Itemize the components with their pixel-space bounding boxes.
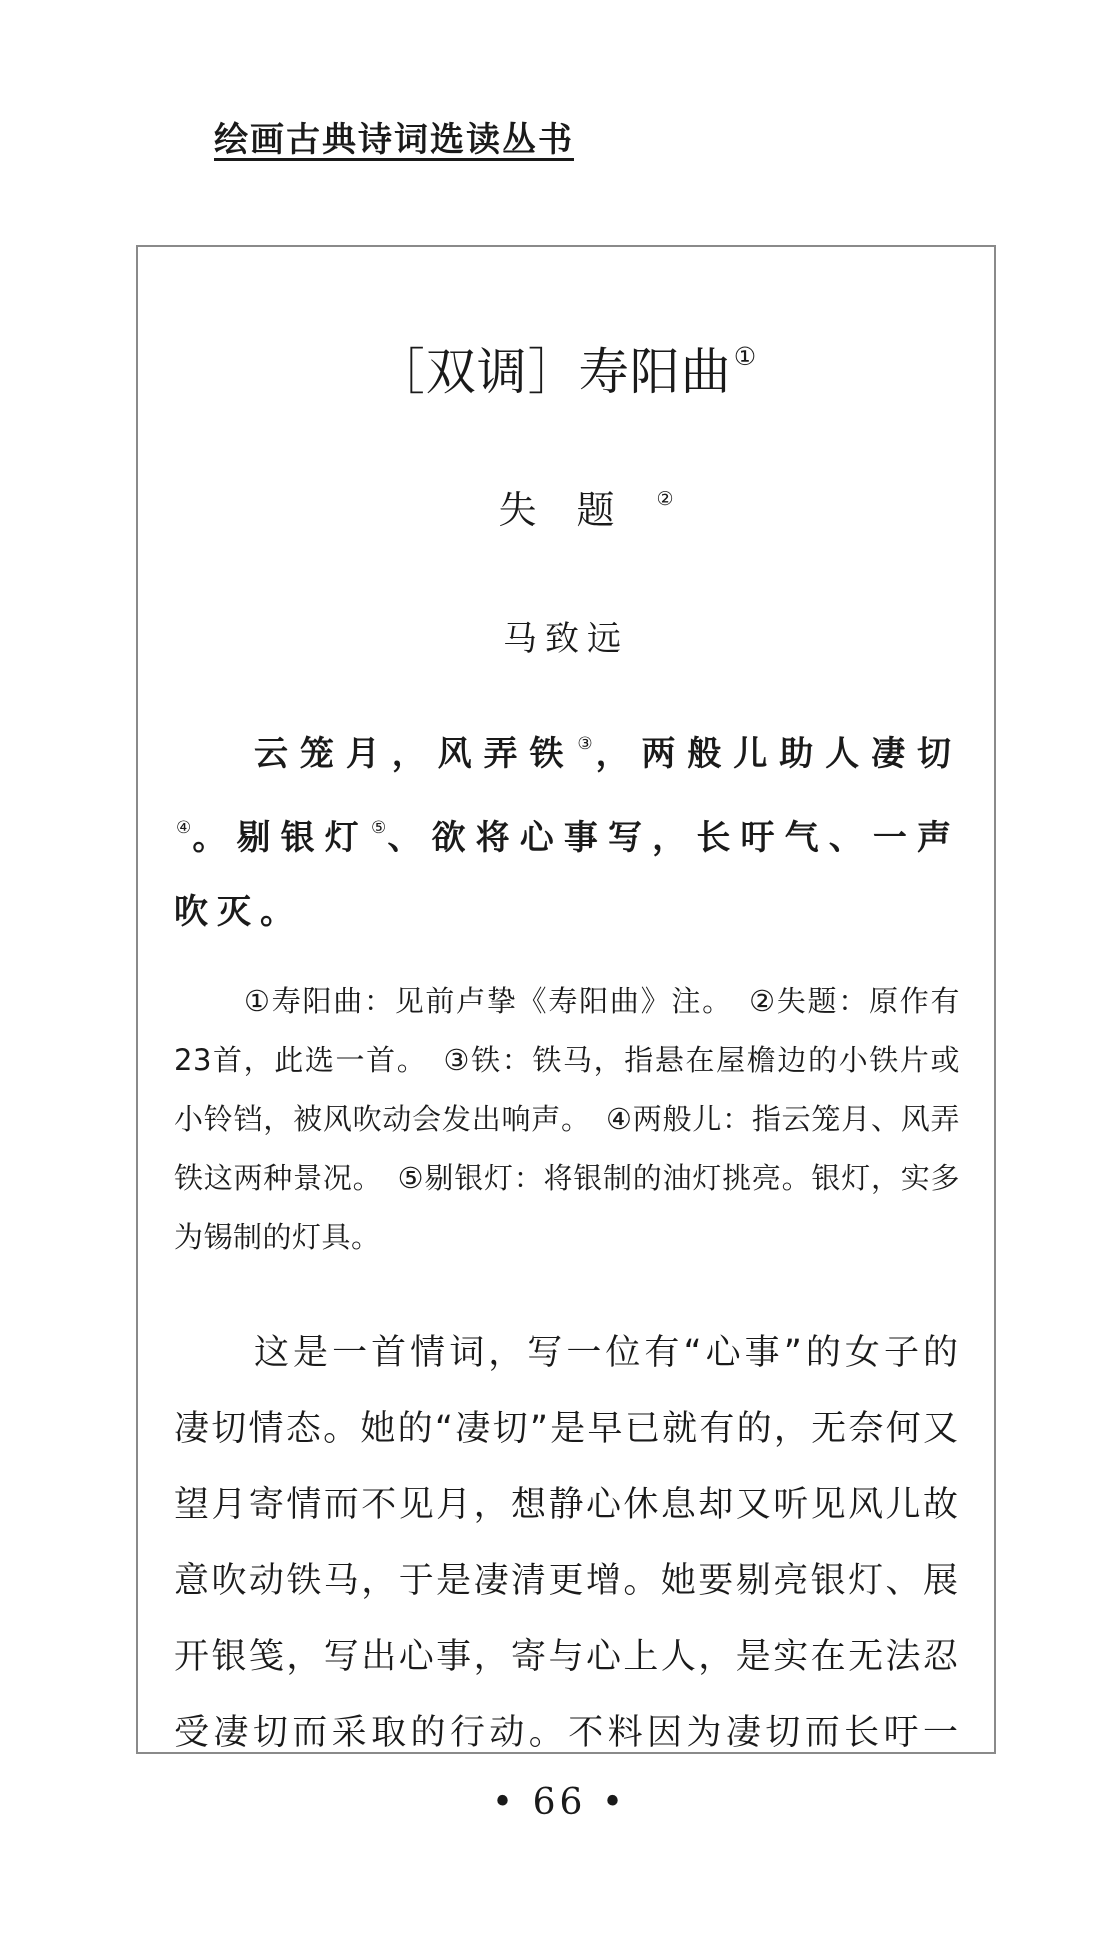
poem-line-part: 。剔银灯	[192, 818, 369, 859]
commentary-paragraph: 这是一首情词，写一位有“心事”的女子的凄切情态。她的“凄切”是早已就有的，无奈何又望月寄情而不见月，想静心休息却又听见风儿故意吹动铁马，于是凄清更增。她要剔亮银灯、展开银笺，写出心事，寄与心上人，是实在无法忍受凄切而采取的行动。不料因为凄切而长吁一	[174, 1333, 960, 1753]
poem-text	[174, 707, 960, 949]
poem-line-part: 云笼月，风弄铁	[254, 734, 576, 775]
notes-paragraph: ①寿阳曲：见前卢挚《寿阳曲》注。 ②失题：原作有23首，此选一首。 ③铁：铁马，指悬在屋檐边的小铁片或小铃铛，被风吹动会发出响声。 ④两般儿：指云笼月、风弄铁这两种景况。 ⑤剔银灯：将银制的油灯挑亮。银灯，实多为锡制的灯具。	[174, 984, 960, 1254]
poem-line-part: 、欲将心事写，长吁气、一声吹灭。	[174, 818, 961, 933]
poem-author: 马致远	[503, 619, 629, 659]
poem-subtitle	[138, 479, 994, 534]
page-number: • 66 •	[491, 1782, 628, 1823]
footnote-marker: ②	[656, 487, 674, 510]
commentary	[174, 1315, 960, 1754]
content-frame	[136, 245, 996, 1754]
footnote-marker: ⑤	[370, 818, 388, 839]
poem-subtitle-text: 失题	[498, 488, 655, 532]
footnote-marker: ①	[733, 342, 758, 372]
poem-title-text: ［双调］寿阳曲	[374, 343, 732, 401]
footnote-marker: ③	[577, 734, 596, 754]
poem-line-part: ，两般儿助人凄切	[595, 734, 961, 775]
footnote-marker: ④	[176, 818, 193, 839]
series-title: 绘画古典诗词选读丛书	[214, 120, 574, 160]
poem-title	[138, 332, 994, 404]
annotation-notes	[174, 972, 960, 1267]
